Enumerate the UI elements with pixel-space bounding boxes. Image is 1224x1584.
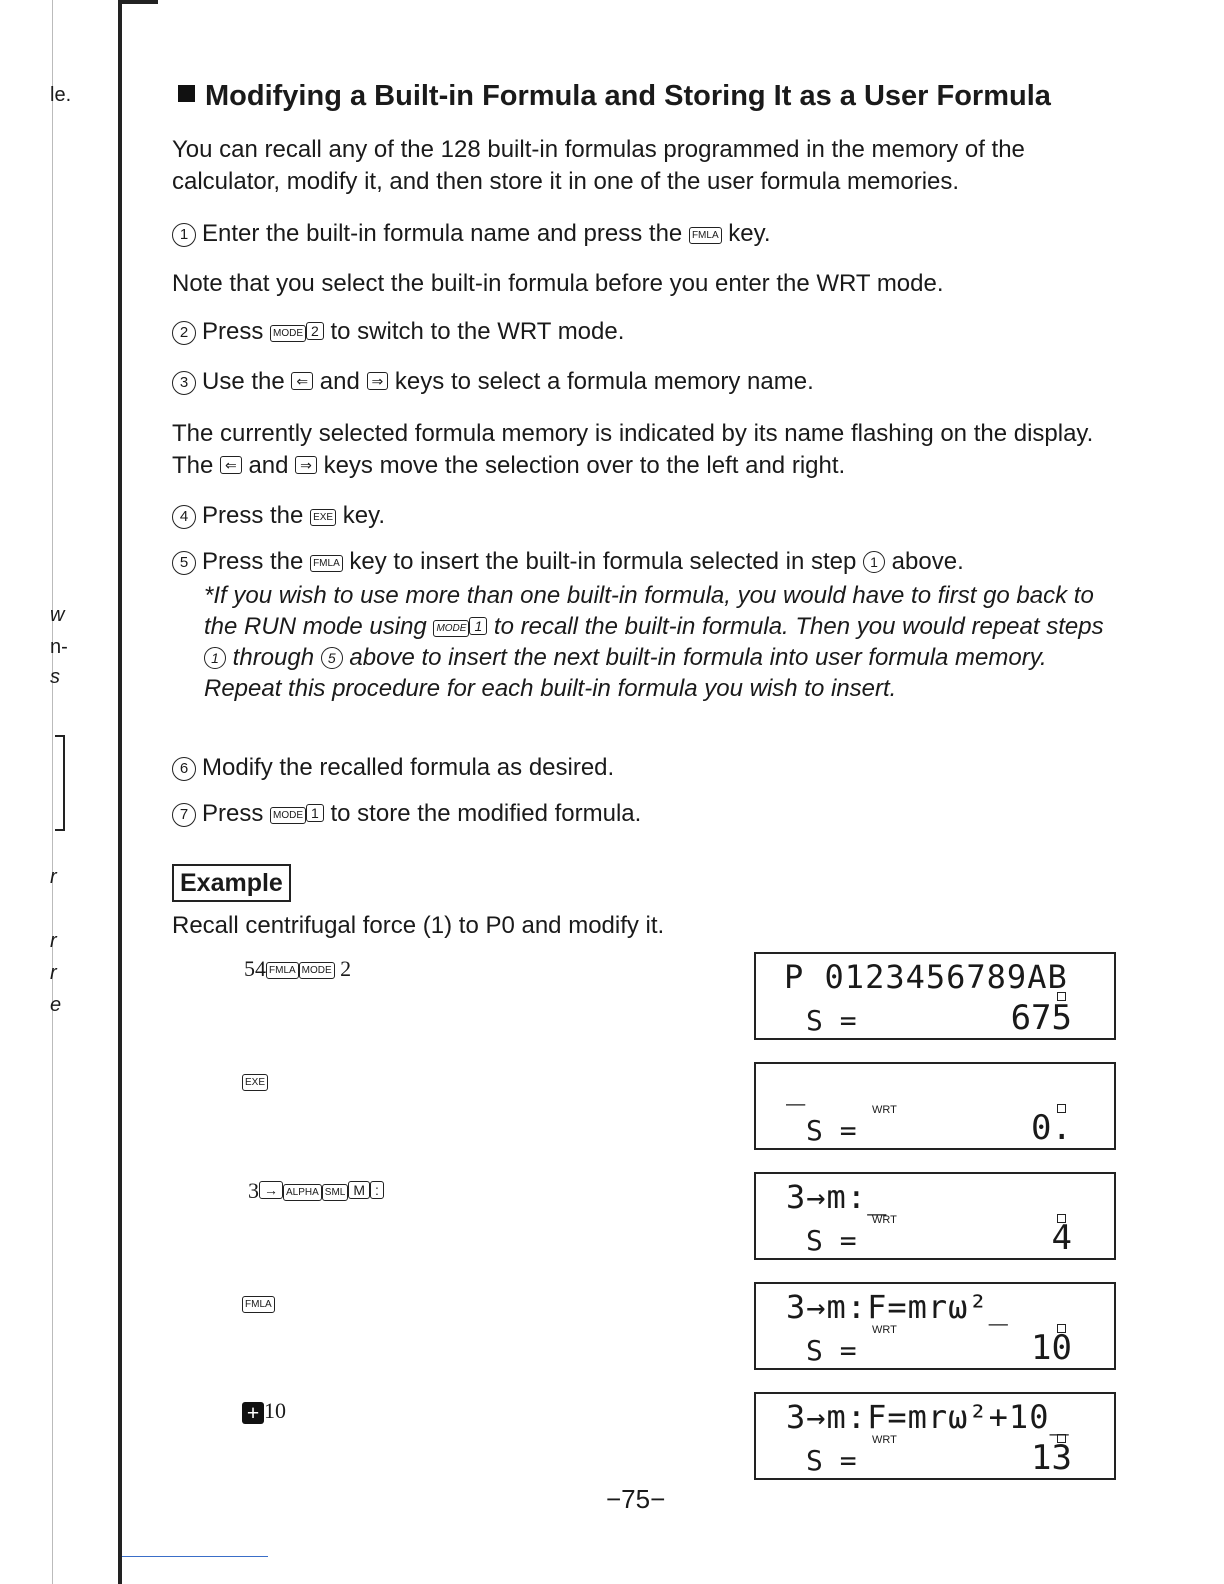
fmla-key-icon: FMLA [266,962,299,979]
binding-hook [118,0,158,4]
right-arrow-key-icon: ⇒ [367,372,389,390]
lcd-line-1: 3→m:F=mrω²+10_ [786,1398,1070,1436]
step-reference: 5 [321,647,343,669]
note-text: through [232,644,315,671]
note-3 [172,418,1122,482]
key-sequence-3 [248,1178,384,1204]
key-sequence-4 [242,1290,275,1316]
m-key-icon: M [348,1181,370,1199]
bullet-square-icon [178,85,195,102]
step-3 [172,368,814,396]
step-text: key. [342,502,385,529]
note-1: Note that you select the built-in formula before you enter the WRT mode. [172,270,944,297]
note-5 [204,580,1122,704]
lcd-line-1: P 0123456789AB [784,958,1068,996]
arrow-key-icon: → [259,1181,283,1199]
one-key-icon: 1 [306,804,324,822]
sml-key-icon: SML [322,1184,349,1201]
step-text: Enter the built-in formula name and press the [202,220,683,247]
step-text: Press [202,318,264,345]
step-number: 3 [172,371,196,395]
footer-line [122,1556,268,1557]
colon-key-icon: : [370,1181,384,1199]
note-text: *If you wish to use more than one built-in formula, you would have to first go back to the RUN mode using [204,582,1094,640]
margin-fragment: n- [50,636,68,658]
key-sequence-1 [244,956,351,982]
margin-fragment: e [50,994,62,1016]
key-sequence-text: 54 [244,956,266,981]
step-text: keys to select a formula memory name. [394,368,814,395]
section-title [178,80,1051,113]
wrt-indicator: WRT [872,1104,897,1116]
step-4 [172,502,385,530]
wrt-indicator: WRT [872,1434,897,1446]
lcd-display [754,1172,1116,1260]
step-text: Press the [202,502,304,529]
lcd-value: 4 [1051,1218,1072,1258]
step-text: above. [891,548,964,575]
alpha-key-icon: ALPHA [283,1184,322,1201]
note-text: to recall the built-in formula. Then you would repeat steps [493,613,1104,640]
step-reference: 1 [204,647,226,669]
two-key-icon: 2 [306,322,324,340]
step-number: 2 [172,321,196,345]
step-number: 4 [172,505,196,529]
mode-key-icon: MODE [299,962,335,979]
plus-key-icon: + [242,1402,264,1424]
lcd-display [754,1062,1116,1150]
lcd-display [754,952,1116,1040]
margin-bracket [55,735,65,831]
lcd-value: 10 [1031,1328,1072,1368]
lcd-display [754,1392,1116,1480]
lcd-s-label: S = [806,1004,857,1037]
step-text: and [319,368,360,395]
note-text: and [248,452,289,479]
margin-fragment: r [50,930,57,952]
step-1 [172,220,771,248]
intro-paragraph: You can recall any of the 128 built-in formulas programmed in the memory of the calculator, modify it, and then store it in one of the user formula memories. [172,136,1025,195]
mode-key-icon: MODE [433,620,469,637]
one-key-icon: 1 [469,617,487,635]
exe-key-icon: EXE [242,1074,268,1091]
right-arrow-key-icon: ⇒ [295,456,317,474]
step-number: 7 [172,803,196,827]
step-text: to switch to the WRT mode. [330,318,625,345]
key-sequence-text: 3 [248,1178,259,1203]
lcd-line-1: 3→m:F=mrω²_ [786,1288,1009,1326]
step-7 [172,800,641,828]
step-text: to store the modified formula. [330,800,642,827]
step-text: Press [202,800,264,827]
page-number: −75− [606,1484,666,1514]
lcd-line-1: 3→m:_ [786,1178,888,1216]
margin-fragment: le. [50,84,72,106]
key-sequence-2 [242,1068,268,1094]
margin-fragment: r [50,962,57,984]
fmla-key-icon: FMLA [689,227,722,244]
step-text: Use the [202,368,285,395]
lcd-s-label: S = [806,1334,857,1367]
step-5 [172,548,964,576]
step-text: Modify the recalled formula as desired. [202,754,615,781]
section-title-text: Modifying a Built-in Formula and Storing It as a User Formula [205,80,1051,112]
key-sequence-text: 10 [264,1398,286,1423]
step-text: Press the [202,548,304,575]
left-arrow-key-icon: ⇐ [291,372,313,390]
lcd-value: 675 [1010,998,1072,1038]
fmla-key-icon: FMLA [242,1296,275,1313]
step-number: 1 [172,223,196,247]
note-text: above to insert the next built-in formula into user formula memory. Repeat this procedure for each built-in formula you wish to insert. [204,644,1047,702]
lcd-value: 0. [1031,1108,1072,1148]
lcd-value: 13 [1031,1438,1072,1478]
step-reference: 1 [863,551,885,573]
wrt-indicator: WRT [872,1214,897,1226]
step-2 [172,318,624,346]
step-number: 5 [172,551,196,575]
lcd-display [754,1282,1116,1370]
step-text: key. [728,220,771,247]
margin-fragment: r [50,866,57,888]
fmla-key-icon: FMLA [310,555,343,572]
key-sequence-5 [242,1398,286,1424]
mode-key-icon: MODE [270,325,306,342]
binding-line [118,0,122,1584]
margin-fragment: w [50,604,65,626]
note-text: The currently selected formula memory is indicated by its name flashing on the display. The [172,420,1094,479]
scan-edge-line [52,0,53,1584]
mode-key-icon: MODE [270,807,306,824]
example-label: Example [172,864,291,902]
lcd-s-label: S = [806,1444,857,1477]
margin-fragment: s [50,666,60,688]
lcd-s-label: S = [806,1224,857,1257]
exe-key-icon: EXE [310,509,336,526]
left-arrow-key-icon: ⇐ [220,456,242,474]
example-description: Recall centrifugal force (1) to P0 and modify it. [172,912,665,939]
lcd-line-1: _ [786,1068,807,1106]
wrt-indicator: WRT [872,1324,897,1336]
step-text: key to insert the built-in formula selected in step [349,548,857,575]
step-number: 6 [172,757,196,781]
lcd-s-label: S = [806,1114,857,1147]
key-sequence-text: 2 [340,956,352,981]
note-text: keys move the selection over to the left and right. [323,452,846,479]
step-6 [172,754,614,782]
